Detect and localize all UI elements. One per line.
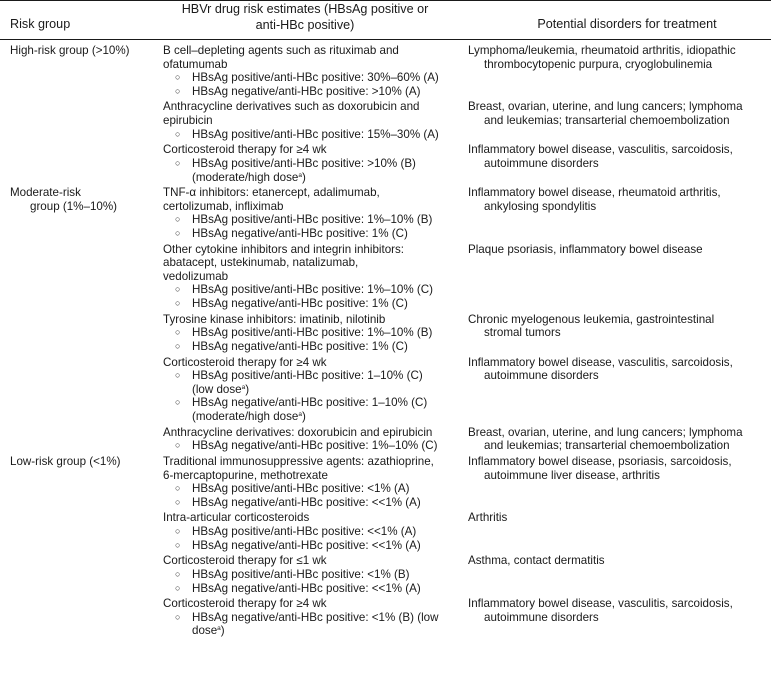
header-hbvr-line2: anti-HBc positive) [255, 18, 355, 32]
risk-group-cell [0, 455, 155, 640]
risk-group-cell [0, 186, 155, 455]
risk-estimate-text [192, 340, 468, 354]
drug-name-line: Corticosteroid therapy for ≥4 wk [163, 597, 327, 611]
drug-name [163, 426, 468, 440]
drug-name-line: certolizumab, infliximab [163, 199, 284, 213]
risk-estimate-text [192, 439, 468, 453]
drug-cell [155, 426, 468, 453]
risk-estimate-item [163, 128, 468, 142]
risk-estimate-text [192, 128, 468, 142]
risk-estimate-text [192, 71, 468, 85]
risk-estimate-line: HBsAg negative/anti-HBc positive: <<1% (A) [192, 581, 421, 595]
drug-name-line: Tyrosine kinase inhibitors: imatinib, nilotinib [163, 312, 386, 326]
risk-estimate-line: HBsAg negative/anti-HBc positive: 1% (C) [192, 339, 408, 353]
disorders-cell [468, 100, 760, 141]
disorders-cell [468, 554, 760, 595]
risk-estimate-item [163, 326, 468, 340]
bullet-circle-icon: ○ [175, 526, 181, 537]
drug-name-line: 6-mercaptopurine, methotrexate [163, 468, 328, 482]
drug-name [163, 554, 468, 568]
drug-name-line: Anthracycline derivatives such as doxorubicin and [163, 100, 420, 114]
risk-estimate-text [192, 539, 468, 553]
risk-estimate-item [163, 283, 468, 297]
risk-group-label-cont: group (1%–10%) [30, 199, 118, 213]
bullet-circle-icon: ○ [175, 340, 181, 351]
risk-estimate-item [163, 396, 468, 423]
disorders-line: Plaque psoriasis, inflammatory bowel disease [468, 242, 703, 256]
risk-group-rows [155, 186, 775, 455]
table-row [155, 186, 775, 240]
bullet-circle-icon: ○ [175, 483, 181, 494]
drug-cell [155, 44, 468, 98]
disorders-cell [468, 426, 760, 453]
drug-name [163, 313, 468, 327]
disorders-line: Asthma, contact dermatitis [468, 554, 605, 568]
bullet-circle-icon: ○ [175, 582, 181, 593]
disorders-line: Inflammatory bowel disease, rheumatoid arthritis, [468, 186, 721, 200]
footnote-marker: a [217, 625, 221, 633]
bullet-circle-icon: ○ [175, 370, 181, 381]
disorders-line-cont: autoimmune disorders [484, 610, 599, 624]
drug-name-line: Intra-articular corticosteroids [163, 511, 310, 525]
risk-group-section [0, 44, 775, 186]
risk-estimate-item [163, 496, 468, 510]
risk-estimate-line: HBsAg positive/anti-HBc positive: <1% (B) [192, 567, 410, 581]
drug-cell [155, 243, 468, 311]
disorders-line-cont: autoimmune disorders [484, 369, 599, 383]
risk-estimate-line-text: (moderate/high dose [192, 410, 299, 423]
disorders-line: Chronic myelogenous leukemia, gastrointestinal [468, 312, 715, 326]
risk-estimate-item [163, 157, 468, 184]
risk-estimate-item [163, 582, 468, 596]
risk-estimate-line: HBsAg positive/anti-HBc positive: <1% (A) [192, 482, 410, 496]
disorders-cell [468, 44, 760, 98]
table-row [155, 44, 775, 98]
disorders-cell [468, 186, 760, 240]
drug-cell [155, 455, 468, 509]
bullet-circle-icon: ○ [175, 228, 181, 238]
risk-estimate-line-end: ) [301, 410, 306, 423]
risk-group-section [0, 455, 775, 640]
table-row [155, 554, 775, 595]
disorders-line-cont: ankylosing spondylitis [484, 199, 597, 213]
drug-name-line: Corticosteroid therapy for ≤1 wk [163, 554, 327, 568]
risk-estimate-item [163, 611, 468, 638]
risk-estimate-line: HBsAg positive/anti-HBc positive: 15%–30% (A) [192, 127, 439, 141]
bullet-circle-icon: ○ [175, 611, 181, 622]
bullet-circle-icon: ○ [175, 298, 181, 309]
risk-estimate-line: HBsAg positive/anti-HBc positive: 1–10% (C) [192, 369, 423, 383]
drug-name [163, 186, 468, 213]
disorders-line-cont: autoimmune liver disease, arthritis [484, 468, 660, 482]
risk-estimate-item [163, 568, 468, 582]
bullet-circle-icon: ○ [175, 440, 181, 451]
risk-estimate-text [192, 157, 468, 184]
bullet-circle-icon: ○ [175, 327, 181, 338]
risk-estimate-item [163, 340, 468, 354]
risk-estimate-line: HBsAg positive/anti-HBc positive: 1%–10% (B) [192, 213, 433, 227]
drug-name-line: Corticosteroid therapy for ≥4 wk [163, 143, 327, 157]
footnote-marker: a [298, 171, 302, 179]
table-body [0, 44, 775, 640]
risk-estimate-text [192, 582, 468, 596]
disorders-cell [468, 313, 760, 354]
drug-name [163, 143, 468, 157]
risk-group-rows [155, 455, 775, 640]
drug-cell [155, 100, 468, 141]
drug-cell [155, 511, 468, 552]
table-row [155, 597, 775, 638]
risk-estimate-item [163, 525, 468, 539]
risk-estimate-line: HBsAg negative/anti-HBc positive: <<1% (A) [192, 495, 421, 509]
drug-cell [155, 597, 468, 638]
risk-estimate-text [192, 283, 468, 297]
bullet-circle-icon: ○ [175, 397, 181, 408]
risk-estimate-text [192, 611, 468, 638]
disorders-cell [468, 143, 760, 184]
risk-group-label: Moderate-risk [10, 186, 81, 200]
risk-estimate-item [163, 539, 468, 553]
drug-cell [155, 313, 468, 354]
risk-estimate-text [192, 369, 468, 396]
risk-estimate-line-cont [192, 171, 468, 185]
disorders-line-cont: stromal tumors [484, 326, 561, 340]
drug-name-line: Anthracycline derivatives: doxorubicin and epirubicin [163, 425, 433, 439]
drug-name-line: vedolizumab [163, 269, 229, 283]
drug-name-line: ofatumumab [163, 57, 228, 71]
disorders-cell [468, 356, 760, 424]
risk-estimate-text [192, 496, 468, 510]
drug-name-line: Other cytokine inhibitors and integrin inhibitors: [163, 242, 405, 256]
drug-name [163, 243, 468, 284]
disorders-line: Inflammatory bowel disease, vasculitis, sarcoidosis, [468, 597, 733, 611]
header-risk-group: Risk group [10, 17, 71, 31]
risk-estimate-line: HBsAg negative/anti-HBc positive: <1% (B) (low [192, 610, 439, 624]
footnote-marker: a [298, 411, 302, 418]
table-row [155, 426, 775, 453]
risk-estimate-line: HBsAg positive/anti-HBc positive: 1%–10% (C) [192, 283, 433, 297]
risk-group-label: Low-risk group (<1%) [10, 454, 121, 468]
risk-estimate-text [192, 525, 468, 539]
risk-estimate-text [192, 297, 468, 311]
risk-estimate-text [192, 213, 468, 227]
disorders-line-cont: thrombocytopenic purpura, cryoglobulinemia [484, 57, 713, 71]
risk-estimate-line: HBsAg negative/anti-HBc positive: 1–10% (C) [192, 396, 428, 410]
bullet-circle-icon: ○ [175, 72, 181, 83]
table-row [155, 143, 775, 184]
disorders-line: Arthritis [468, 511, 508, 525]
risk-group-label: High-risk group (>10%) [10, 44, 130, 57]
drug-cell [155, 143, 468, 184]
risk-estimate-item [163, 297, 468, 311]
header-bottom-rule [0, 39, 771, 40]
disorders-line: Inflammatory bowel disease, psoriasis, sarcoidosis, [468, 454, 732, 468]
risk-estimate-item [163, 369, 468, 396]
risk-group-cell [0, 44, 155, 186]
bullet-circle-icon: ○ [175, 284, 181, 295]
drug-name [163, 455, 468, 482]
table-row [155, 511, 775, 552]
risk-estimate-line: HBsAg negative/anti-HBc positive: >10% (A) [192, 84, 421, 98]
table-row [155, 100, 775, 141]
risk-estimate-line-cont [192, 383, 468, 397]
risk-estimate-line: HBsAg negative/anti-HBc positive: <<1% (A) [192, 538, 421, 552]
header-hbvr-estimates [155, 1, 455, 33]
header-potential-disorders: Potential disorders for treatment [537, 17, 717, 31]
bullet-circle-icon: ○ [175, 214, 181, 225]
risk-estimate-text [192, 568, 468, 582]
risk-estimate-line-cont [192, 624, 468, 638]
risk-estimate-line-text: dose [192, 624, 218, 638]
risk-estimate-line: HBsAg negative/anti-HBc positive: 1% (C) [192, 227, 408, 240]
drug-name [163, 511, 468, 525]
disorders-line-cont: and leukemias; transarterial chemoembolization [484, 439, 730, 453]
bullet-circle-icon: ○ [175, 539, 181, 550]
risk-estimate-line-text: (low dose [192, 382, 242, 396]
disorders-cell [468, 597, 760, 638]
bullet-circle-icon: ○ [175, 128, 181, 139]
disorders-cell [468, 455, 760, 509]
risk-estimate-line: HBsAg positive/anti-HBc positive: >10% (B) [192, 156, 416, 170]
bullet-circle-icon: ○ [175, 85, 181, 96]
risk-estimate-text [192, 396, 468, 423]
drug-name [163, 597, 468, 611]
risk-estimate-line-end: ) [245, 382, 250, 396]
risk-estimate-line-cont [192, 410, 468, 424]
drug-name-line: Traditional immunosuppressive agents: azathioprine, [163, 454, 434, 468]
drug-name [163, 44, 468, 71]
drug-cell [155, 356, 468, 424]
risk-estimate-text [192, 326, 468, 340]
risk-estimate-item [163, 213, 468, 227]
drug-name-line: B cell–depleting agents such as rituximab and [163, 44, 399, 57]
risk-group-section [0, 186, 775, 455]
disorders-line: Inflammatory bowel disease, vasculitis, sarcoidosis, [468, 355, 733, 369]
risk-estimate-item [163, 482, 468, 496]
risk-estimate-text [192, 482, 468, 496]
disorders-line: Lymphoma/leukemia, rheumatoid arthritis, idiopathic [468, 44, 736, 57]
header-hbvr-line1: HBVr drug risk estimates (HBsAg positive or [181, 2, 429, 16]
drug-name-line: epirubicin [163, 114, 213, 128]
risk-estimate-text [192, 227, 468, 241]
risk-estimate-line: HBsAg positive/anti-HBc positive: 30%–60% (A) [192, 71, 439, 85]
disorders-line: Inflammatory bowel disease, vasculitis, sarcoidosis, [468, 143, 733, 157]
drug-name-line: Corticosteroid therapy for ≥4 wk [163, 355, 327, 369]
risk-estimate-item [163, 71, 468, 85]
drug-name [163, 356, 468, 370]
table-row [155, 455, 775, 509]
risk-estimate-line-end: ) [220, 624, 225, 638]
disorders-line: Breast, ovarian, uterine, and lung cancers; lymphoma [468, 425, 743, 439]
risk-estimate-line: HBsAg negative/anti-HBc positive: 1%–10% (C) [192, 439, 438, 453]
drug-name-line: TNF-α inhibitors: etanercept, adalimumab, [163, 186, 380, 200]
footnote-marker: a [241, 383, 246, 391]
risk-estimate-line-end: ) [301, 170, 306, 184]
disorders-cell [468, 511, 760, 552]
table-row [155, 356, 775, 424]
disorders-line-cont: autoimmune disorders [484, 156, 599, 170]
drug-cell [155, 186, 468, 240]
risk-estimate-line: HBsAg positive/anti-HBc positive: <<1% (A) [192, 525, 417, 539]
table-row [155, 313, 775, 354]
bullet-circle-icon: ○ [175, 568, 181, 579]
risk-estimate-item [163, 85, 468, 99]
disorders-line-cont: and leukemias; transarterial chemoembolization [484, 114, 730, 128]
risk-estimate-item [163, 439, 468, 453]
drug-name-line: abatacept, ustekinumab, natalizumab, [163, 256, 359, 270]
risk-group-rows [155, 44, 775, 186]
bullet-circle-icon: ○ [175, 157, 181, 168]
risk-estimate-line: HBsAg positive/anti-HBc positive: 1%–10% (B) [192, 326, 433, 340]
disorders-cell [468, 243, 760, 311]
risk-estimate-line-text: (moderate/high dose [192, 170, 299, 184]
risk-estimate-text [192, 85, 468, 99]
drug-cell [155, 554, 468, 595]
risk-estimate-line: HBsAg negative/anti-HBc positive: 1% (C) [192, 297, 408, 311]
risk-estimate-item [163, 227, 468, 241]
table-row [155, 243, 775, 311]
drug-name [163, 100, 468, 127]
disorders-line: Breast, ovarian, uterine, and lung cancers; lymphoma [468, 100, 743, 114]
bullet-circle-icon: ○ [175, 496, 181, 507]
